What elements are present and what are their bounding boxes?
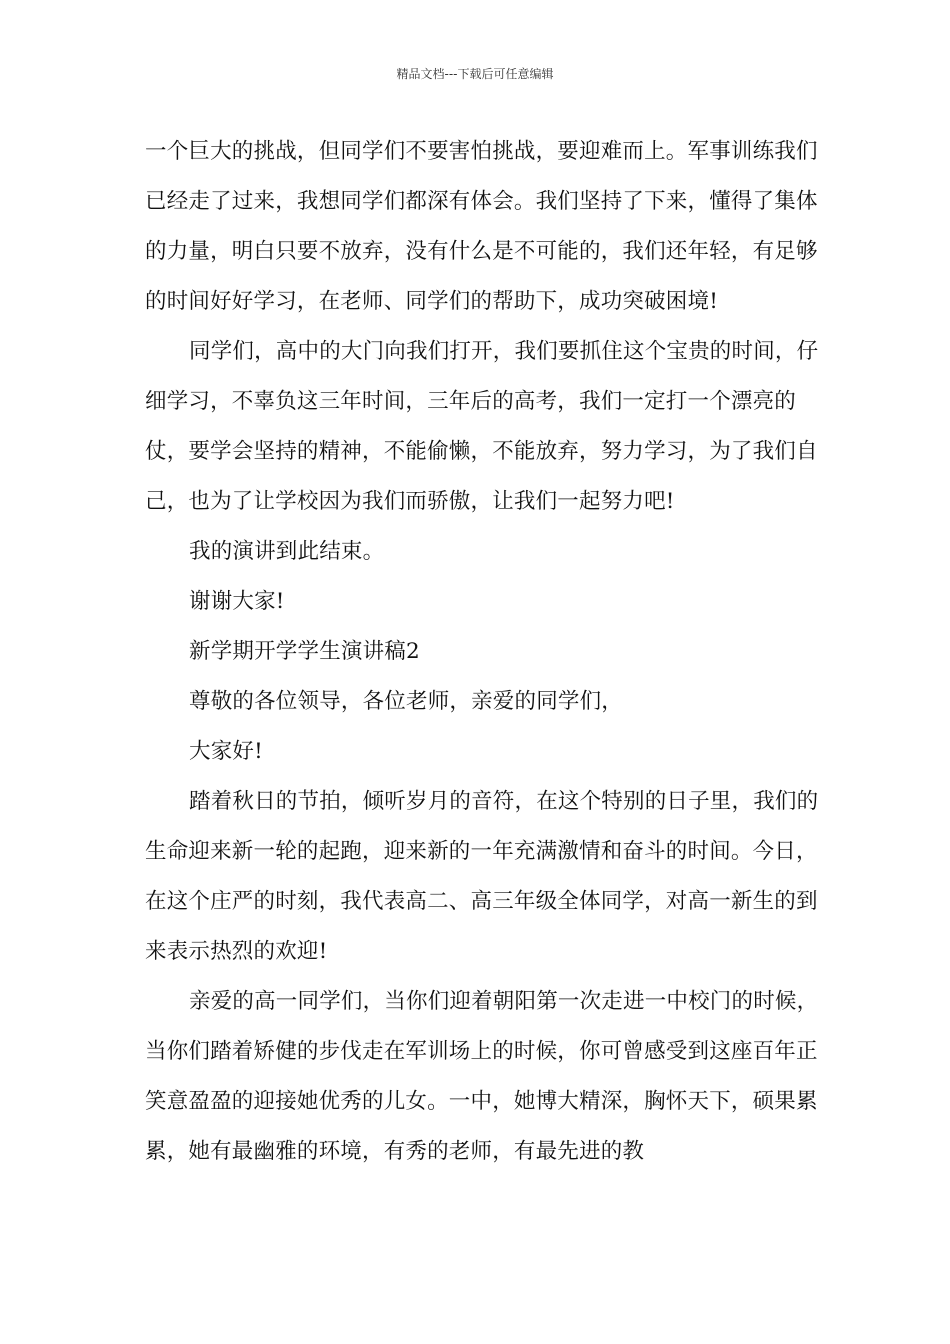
section-title: 新学期开学学生演讲稿2 xyxy=(189,639,420,664)
paragraph: 我的演讲到此结束。 xyxy=(189,539,385,564)
paragraph: 谢谢大家! xyxy=(189,589,285,614)
document-body xyxy=(145,127,825,1177)
page-header: 精品文档---下载后可任意编辑 xyxy=(396,67,554,81)
paragraph-continued: 一个巨大的挑战，但同学们不要害怕挑战，要迎难而上。军事训练我们已经走了过来，我想同学们都深有体会。我们坚持了下来，懂得了集体的力量，明白只要不放弃，没有什么是不可能的，我们还年轻，有足够的时间好好学习，在老师、同学们的帮助下，成功突破困境! xyxy=(145,139,818,314)
paragraph: 踏着秋日的节拍，倾听岁月的音符，在这个特别的日子里，我们的生命迎来新一轮的起跑，迎来新的一年充满激情和奋斗的时间。今日，在这个庄严的时刻，我代表高二、高三年级全体同学，对高一新生的到来表示热烈的欢迎! xyxy=(145,789,819,964)
salutation: 尊敬的各位领导，各位老师，亲爱的同学们， xyxy=(189,689,624,714)
paragraph: 亲爱的高一同学们，当你们迎着朝阳第一次走进一中校门的时候，当你们踏着矫健的步伐走在军训场上的时候，你可曾感受到这座百年正笑意盈盈的迎接她优秀的儿女。一中，她博大精深，胸怀天下，硕果累累，她有最幽雅的环境，有秀的老师，有最先进的教 xyxy=(145,989,819,1164)
paragraph: 同学们，高中的大门向我们打开，我们要抓住这个宝贵的时间，仔细学习，不辜负这三年时间，三年后的高考，我们一定打一个漂亮的仗，要学会坚持的精神，不能偷懒，不能放弃，努力学习，为了我们自己，也为了让学校因为我们而骄傲，让我们一起努力吧! xyxy=(145,339,819,514)
greeting: 大家好! xyxy=(189,739,263,764)
